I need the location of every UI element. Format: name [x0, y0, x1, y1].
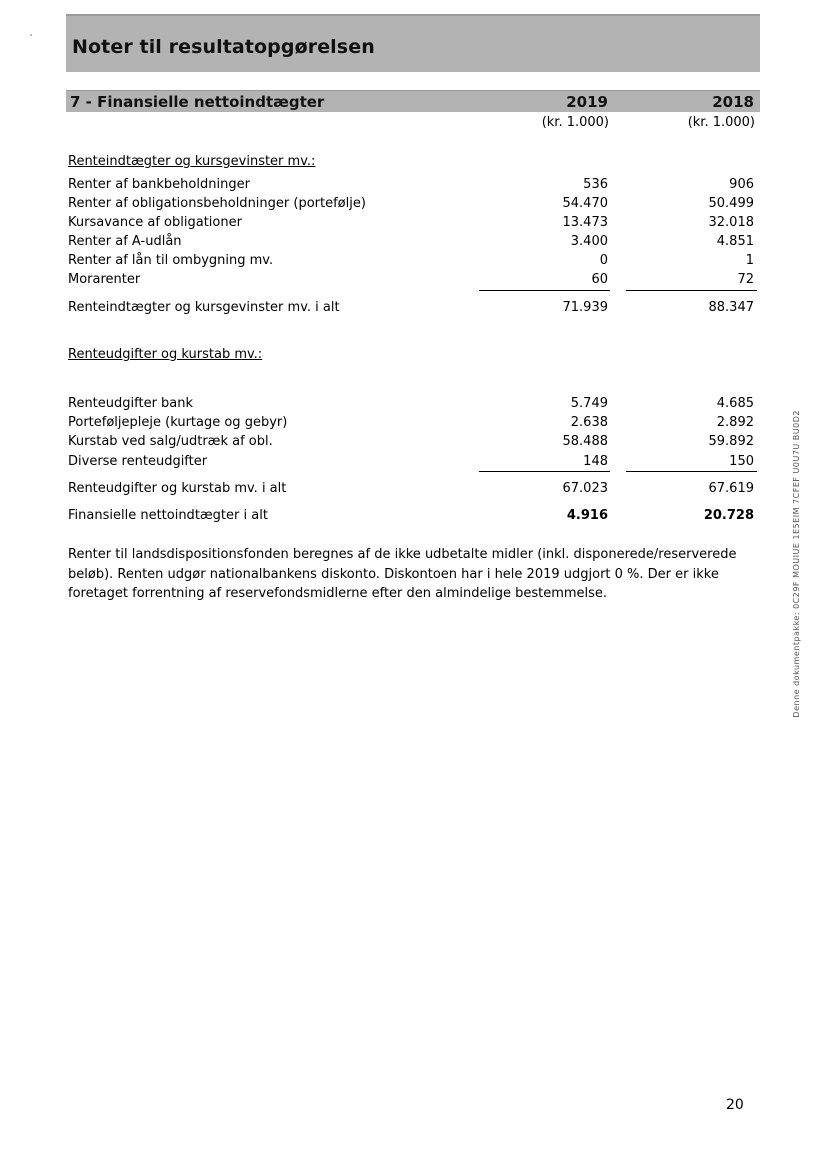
subtotal-rule-2018: [626, 290, 757, 291]
column-year-2019: 2019: [566, 93, 608, 111]
table-row: [68, 196, 758, 214]
row-value-2019: 148: [583, 454, 608, 469]
row-value-2018: 67.619: [708, 481, 754, 496]
row-value-2019: 5.749: [570, 396, 608, 411]
subtotal-rule-2018: [626, 471, 757, 472]
row-value-2019: 54.470: [562, 196, 608, 211]
row-value-2018: 88.347: [708, 300, 754, 315]
section-title: Noter til resultatopgørelsen: [72, 36, 375, 58]
note-header-bar: [66, 90, 760, 112]
page-number: 20: [726, 1097, 744, 1113]
row-value-2018: 72: [737, 272, 754, 287]
row-value-2018: 150: [729, 454, 754, 469]
row-label: Renteindtægter og kursgevinster mv. i alt: [68, 300, 340, 315]
row-label: Renter af obligationsbeholdninger (portefølje): [68, 196, 366, 211]
row-value-2019: 2.638: [570, 415, 608, 430]
table-row: [68, 234, 758, 252]
column-year-2018: 2018: [712, 93, 754, 111]
row-label: Morarenter: [68, 272, 141, 287]
table-row: [68, 253, 758, 271]
row-label: Kursavance af obligationer: [68, 215, 242, 230]
row-value-2019: 4.916: [566, 508, 608, 523]
table-row: [68, 454, 758, 472]
note-title: 7 - Finansielle nettoindtægter: [70, 93, 325, 111]
row-value-2018: 906: [729, 177, 754, 192]
net-total-row: [68, 508, 758, 526]
income-heading: Renteindtægter og kursgevinster mv.:: [68, 154, 316, 169]
row-value-2018: 4.851: [716, 234, 754, 249]
row-value-2018: 59.892: [708, 434, 754, 449]
row-value-2019: 0: [599, 253, 608, 268]
scan-speck: [30, 34, 32, 36]
row-value-2019: 67.023: [562, 481, 608, 496]
table-row: [68, 415, 758, 433]
row-label: Finansielle nettoindtægter i alt: [68, 508, 268, 523]
row-value-2018: 50.499: [708, 196, 754, 211]
row-value-2019: 13.473: [562, 215, 608, 230]
row-value-2019: 71.939: [562, 300, 608, 315]
subtotal-rule-2019: [479, 471, 610, 472]
table-row: [68, 177, 758, 195]
row-value-2018: 20.728: [703, 508, 754, 523]
row-label: Renteudgifter bank: [68, 396, 194, 411]
row-value-2018: 1: [745, 253, 754, 268]
row-label: Diverse renteudgifter: [68, 454, 208, 469]
row-value-2019: 3.400: [570, 234, 608, 249]
row-value-2018: 2.892: [716, 415, 754, 430]
section-header: [66, 14, 760, 72]
explanatory-paragraph: Renter til landsdispositionsfonden beregnes af de ikke udbetalte midler (inkl. disponerede/reserverede beløb). Renten udgør nationalbankens diskonto. Diskontoen har i hele 2019 udgjort 0 %. Der er ikke foretaget forrentning af reservefondsmidlerne efter den almindelige bestemmelse.: [68, 547, 737, 601]
row-label: Renter af bankbeholdninger: [68, 177, 250, 192]
row-label: Porteføljepleje (kurtage og gebyr): [68, 415, 288, 430]
row-value-2018: 32.018: [708, 215, 754, 230]
table-row: [68, 215, 758, 233]
table-row: [68, 434, 758, 452]
income-total-row: [68, 300, 758, 318]
row-value-2019: 58.488: [562, 434, 608, 449]
unit-2018: (kr. 1.000): [687, 115, 755, 130]
row-value-2019: 60: [591, 272, 608, 287]
row-value-2018: 4.685: [716, 396, 754, 411]
expenses-total-row: [68, 481, 758, 499]
row-value-2019: 536: [583, 177, 608, 192]
row-label: Renter af lån til ombygning mv.: [68, 253, 274, 268]
table-row: [68, 272, 758, 290]
row-label: Kurstab ved salg/udtræk af obl.: [68, 434, 273, 449]
table-row: [68, 396, 758, 414]
side-stamp-text: Denne dokumentpakke: 0C29F MOUIUE 1E5EIM 7CFEF U0U7U BU0D2: [792, 410, 801, 718]
subtotal-rule-2019: [479, 290, 610, 291]
row-label: Renteudgifter og kurstab mv. i alt: [68, 481, 287, 496]
unit-2019: (kr. 1.000): [541, 115, 609, 130]
expenses-heading: Renteudgifter og kurstab mv.:: [68, 347, 263, 362]
row-label: Renter af A-udlån: [68, 234, 182, 249]
